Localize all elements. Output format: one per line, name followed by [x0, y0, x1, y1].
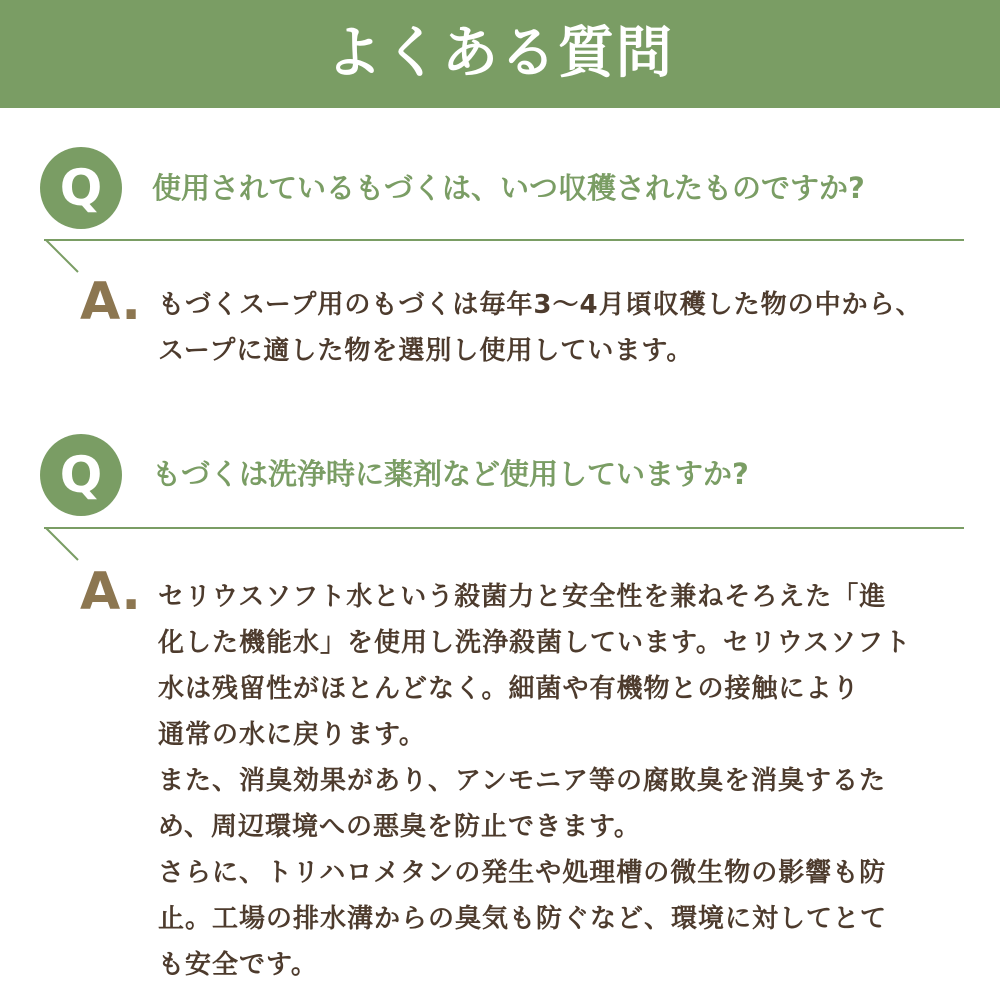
answer-text: [158, 574, 968, 988]
answer-line: セリウスソフト水という殺菌力と安全性を兼ねそろえた「進: [158, 582, 887, 612]
answer-mark: A.: [80, 272, 141, 332]
answer-line: 水は残留性がほとんどなく。細菌や有機物との接触により: [158, 674, 860, 704]
answer-line: も安全です。: [158, 950, 318, 980]
answer-line: 通常の水に戻ります。: [158, 720, 426, 750]
answer-text: [158, 282, 968, 374]
header-banner: [0, 0, 1000, 108]
divider-line: [44, 238, 964, 278]
answer-line: め、周辺環境への悪臭を防止できます。: [158, 812, 641, 842]
answer-mark: A.: [80, 562, 141, 622]
answer-line: スープに適した物を選別し使用しています。: [158, 336, 694, 366]
question-badge-icon: Q: [40, 434, 122, 516]
answer-line: もづくスープ用のもづくは毎年3〜4月頃収穫した物の中から、: [158, 290, 923, 320]
answer-line: さらに、トリハロメタンの発生や処理槽の微生物の影響も防: [158, 858, 887, 888]
page-title: よくある質問: [326, 21, 674, 86]
divider-line: [44, 526, 964, 566]
answer-line: 化した機能水」を使用し洗浄殺菌しています。セリウスソフト: [158, 628, 912, 658]
answer-line: 止。工場の排水溝からの臭気も防ぐなど、環境に対してとて: [158, 904, 888, 934]
question-text: 使用されているもづくは、いつ収穫されたものですか?: [152, 171, 865, 205]
question-badge-icon: Q: [40, 147, 122, 229]
answer-line: また、消臭効果があり、アンモニア等の腐敗臭を消臭するた: [158, 766, 886, 796]
question-text: もづくは洗浄時に薬剤など使用していますか?: [152, 457, 749, 491]
